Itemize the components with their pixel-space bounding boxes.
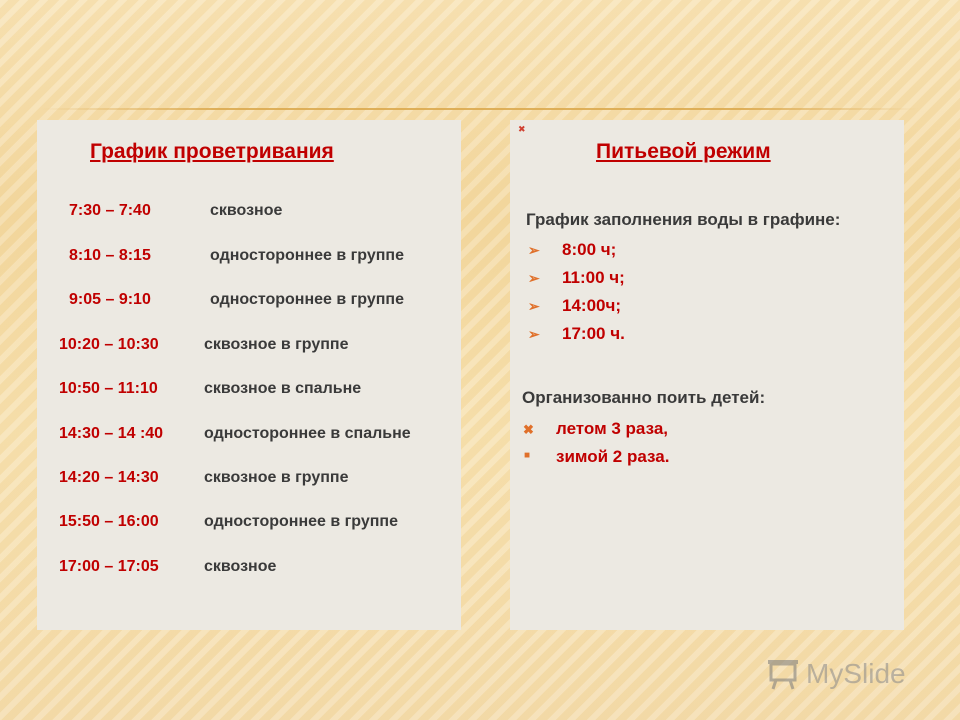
ventilation-panel [37,120,461,630]
schedule-time: 17:00 – 17:05 [59,558,159,575]
ventilation-title: График проветривания [90,140,334,163]
schedule-time: 7:30 – 7:40 [69,202,151,219]
arrow-bullet-icon: ➢ [528,242,540,258]
drink-item: летом 3 раза, [556,419,668,438]
header-divider [40,108,920,110]
drinking-title: Питьевой режим [596,140,771,163]
schedule-desc: сквозное [204,558,277,575]
drinking-panel [510,120,904,630]
refill-time: 11:00 ч; [562,268,625,287]
schedule-time: 9:05 – 9:10 [69,291,151,308]
refill-time: 17:00 ч. [562,324,625,343]
drink-item: зимой 2 раза. [556,447,670,466]
arrow-bullet-icon: ➢ [528,326,540,342]
schedule-time: 8:10 – 8:15 [69,247,151,264]
cross-bullet-icon: ✖ [523,422,534,437]
schedule-desc: сквозное [210,202,283,219]
schedule-desc: сквозное в спальне [204,380,362,397]
logo-text: MySlide [806,658,906,689]
projector-screen-icon [766,657,800,691]
myslide-logo [766,652,906,696]
schedule-desc: сквозное в группе [204,336,349,353]
arrow-bullet-icon: ➢ [528,298,540,314]
small-cross-icon: ✖ [518,124,526,134]
refill-time: 14:00ч; [562,296,622,315]
schedule-time: 14:20 – 14:30 [59,469,159,486]
arrow-bullet-icon: ➢ [528,270,540,286]
refill-schedule-heading: График заполнения воды в графине: [526,210,841,229]
drinking-heading: Организованно поить детей: [522,388,766,407]
schedule-time: 14:30 – 14 :40 [59,425,164,442]
schedule-time: 10:50 – 11:10 [59,380,158,397]
schedule-desc: одностороннее в группе [210,247,404,264]
schedule-time: 10:20 – 10:30 [59,336,159,353]
schedule-desc: сквозное в группе [204,469,349,486]
refill-time: 8:00 ч; [562,240,617,259]
schedule-desc: одностороннее в спальне [204,425,411,442]
schedule-time: 15:50 – 16:00 [59,513,159,530]
square-bullet-icon: ■ [524,450,531,461]
schedule-desc: одностороннее в группе [204,513,398,530]
schedule-desc: одностороннее в группе [210,291,404,308]
